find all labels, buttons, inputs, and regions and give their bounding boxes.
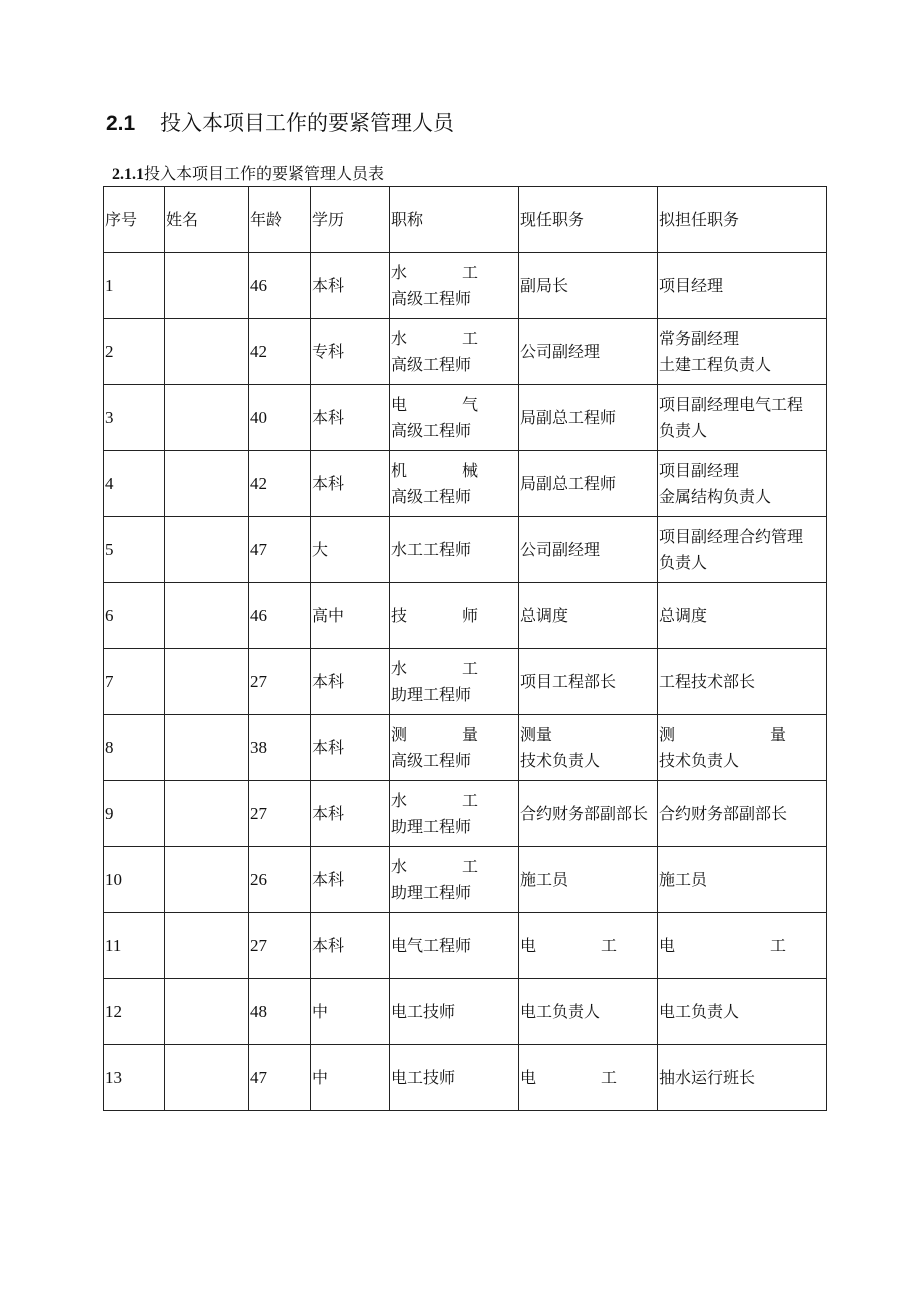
cell-line: 水工工程师 [391, 539, 472, 559]
table-caption [112, 162, 384, 186]
spaced-term [391, 392, 518, 418]
cell-current [519, 451, 658, 517]
cell-edu: 本科 [311, 649, 390, 715]
cell-title [390, 781, 519, 847]
cell-age: 46 [249, 583, 311, 649]
cell-line: 金属结构负责人 [659, 486, 772, 506]
cell-no: 1 [104, 253, 165, 319]
cell-line: 土建工程负责人 [659, 354, 772, 374]
spaced-term [520, 1065, 657, 1091]
cell-age: 42 [249, 319, 311, 385]
cell-line: 电工负责人 [659, 1001, 740, 1021]
cell-name [165, 847, 249, 913]
cell-edu: 大 [311, 517, 390, 583]
cell-title [390, 1045, 519, 1111]
table-row [104, 979, 827, 1045]
cell-title [390, 583, 519, 649]
cell-line: 项目副经理电气工程 [659, 394, 804, 414]
cell-name [165, 385, 249, 451]
table-row [104, 319, 827, 385]
cell-title [390, 319, 519, 385]
header-cell: 学历 [311, 187, 390, 253]
cell-title [390, 649, 519, 715]
cell-current [519, 913, 658, 979]
term-char: 工 [461, 856, 478, 876]
table-row [104, 715, 827, 781]
cell-edu: 本科 [311, 253, 390, 319]
term-char: 工 [600, 1067, 617, 1087]
cell-line: 电工技师 [391, 1001, 456, 1021]
spaced-term [391, 854, 518, 880]
cell-title [390, 385, 519, 451]
cell-name [165, 319, 249, 385]
cell-title [390, 979, 519, 1045]
term-char: 量 [769, 724, 786, 744]
header-cell: 职称 [390, 187, 519, 253]
cell-no: 13 [104, 1045, 165, 1111]
cell-current [519, 385, 658, 451]
spaced-term [391, 326, 518, 352]
cell-proposed [658, 451, 827, 517]
term-char: 量 [461, 724, 478, 744]
cell-line: 助理工程师 [391, 882, 472, 902]
term-char: 水 [391, 328, 408, 348]
cell-no: 11 [104, 913, 165, 979]
term-char: 水 [391, 856, 408, 876]
cell-line: 助理工程师 [391, 816, 472, 836]
cell-name [165, 517, 249, 583]
cell-line: 施工员 [659, 869, 708, 889]
spaced-term [391, 722, 518, 748]
table-row [104, 913, 827, 979]
cell-line: 总调度 [659, 605, 708, 625]
table-row [104, 253, 827, 319]
cell-title [390, 253, 519, 319]
cell-no: 4 [104, 451, 165, 517]
cell-edu: 本科 [311, 451, 390, 517]
cell-line: 局副总工程师 [520, 407, 617, 427]
cell-name [165, 451, 249, 517]
spaced-term [391, 260, 518, 286]
cell-line: 工程技术部长 [659, 671, 756, 691]
cell-line: 助理工程师 [391, 684, 472, 704]
cell-line: 高级工程师 [391, 486, 472, 506]
cell-proposed [658, 847, 827, 913]
term-char: 工 [461, 658, 478, 678]
table-header-row [104, 187, 827, 253]
table-row [104, 649, 827, 715]
spaced-term [391, 788, 518, 814]
cell-name [165, 781, 249, 847]
term-char: 气 [461, 394, 478, 414]
header-cell: 序号 [104, 187, 165, 253]
cell-line: 项目副经理合约管理 [659, 526, 804, 546]
cell-line: 项目副经理 [659, 460, 740, 480]
cell-name [165, 1045, 249, 1111]
table-row [104, 517, 827, 583]
section-title: 投入本项目工作的要紧管理人员 [160, 111, 454, 135]
section-number: 2.1 [106, 112, 136, 135]
cell-current [519, 583, 658, 649]
term-char: 工 [461, 790, 478, 810]
term-char: 技 [391, 605, 408, 625]
cell-line: 公司副经理 [520, 341, 601, 361]
cell-current [519, 979, 658, 1045]
table-row [104, 1045, 827, 1111]
cell-line: 技术负责人 [520, 750, 601, 770]
spaced-term [391, 458, 518, 484]
cell-age: 27 [249, 913, 311, 979]
cell-edu: 专科 [311, 319, 390, 385]
table-row [104, 583, 827, 649]
cell-line: 测量 [520, 724, 553, 744]
cell-proposed [658, 385, 827, 451]
cell-no: 2 [104, 319, 165, 385]
term-char: 工 [769, 935, 786, 955]
cell-current [519, 715, 658, 781]
cell-name [165, 583, 249, 649]
cell-line: 负责人 [659, 420, 708, 440]
cell-no: 3 [104, 385, 165, 451]
table-caption-text: 投入本项目工作的要紧管理人员表 [144, 164, 385, 183]
cell-title [390, 451, 519, 517]
cell-proposed [658, 319, 827, 385]
cell-name [165, 715, 249, 781]
cell-line: 高级工程师 [391, 288, 472, 308]
cell-current [519, 1045, 658, 1111]
cell-line: 高级工程师 [391, 354, 472, 374]
cell-no: 6 [104, 583, 165, 649]
cell-current [519, 319, 658, 385]
header-cell: 现任职务 [519, 187, 658, 253]
cell-current [519, 847, 658, 913]
term-char: 水 [391, 262, 408, 282]
cell-edu: 本科 [311, 781, 390, 847]
cell-age: 26 [249, 847, 311, 913]
cell-age: 47 [249, 1045, 311, 1111]
cell-edu: 本科 [311, 715, 390, 781]
table-caption-number: 2.1.1 [112, 166, 144, 183]
cell-title [390, 913, 519, 979]
cell-edu: 中 [311, 1045, 390, 1111]
cell-age: 48 [249, 979, 311, 1045]
cell-line: 抽水运行班长 [659, 1067, 756, 1087]
cell-current [519, 649, 658, 715]
cell-current [519, 781, 658, 847]
cell-line: 合约财务部副部长 [659, 803, 788, 823]
cell-name [165, 253, 249, 319]
cell-age: 46 [249, 253, 311, 319]
cell-line: 副局长 [520, 275, 569, 295]
term-char: 电 [659, 935, 676, 955]
cell-age: 27 [249, 649, 311, 715]
table-row [104, 385, 827, 451]
cell-proposed [658, 649, 827, 715]
cell-line: 施工员 [520, 869, 569, 889]
cell-no: 12 [104, 979, 165, 1045]
cell-proposed [658, 781, 827, 847]
cell-title [390, 847, 519, 913]
cell-line: 局副总工程师 [520, 473, 617, 493]
cell-name [165, 913, 249, 979]
term-char: 水 [391, 658, 408, 678]
cell-no: 7 [104, 649, 165, 715]
cell-age: 40 [249, 385, 311, 451]
cell-proposed [658, 979, 827, 1045]
cell-age: 47 [249, 517, 311, 583]
term-char: 械 [461, 460, 478, 480]
cell-line: 负责人 [659, 552, 708, 572]
spaced-term [391, 603, 518, 629]
cell-line: 项目经理 [659, 275, 724, 295]
cell-age: 27 [249, 781, 311, 847]
cell-line: 高级工程师 [391, 420, 472, 440]
term-char: 机 [391, 460, 408, 480]
header-cell: 拟担任职务 [658, 187, 827, 253]
cell-line: 高级工程师 [391, 750, 472, 770]
term-char: 师 [461, 605, 478, 625]
spaced-term [520, 933, 657, 959]
cell-edu: 本科 [311, 385, 390, 451]
personnel-table [103, 186, 827, 1111]
table-row [104, 847, 827, 913]
term-char: 测 [391, 724, 408, 744]
cell-age: 38 [249, 715, 311, 781]
term-char: 电 [520, 1067, 537, 1087]
header-cell: 姓名 [165, 187, 249, 253]
cell-edu: 高中 [311, 583, 390, 649]
cell-line: 项目工程部长 [520, 671, 617, 691]
cell-line: 电气工程师 [391, 935, 472, 955]
cell-current [519, 517, 658, 583]
cell-edu: 本科 [311, 913, 390, 979]
term-char: 水 [391, 790, 408, 810]
cell-line: 公司副经理 [520, 539, 601, 559]
term-char: 电 [391, 394, 408, 414]
table-row [104, 451, 827, 517]
cell-proposed [658, 253, 827, 319]
cell-line: 技术负责人 [659, 750, 740, 770]
cell-age: 42 [249, 451, 311, 517]
cell-proposed [658, 1045, 827, 1111]
cell-no: 9 [104, 781, 165, 847]
term-char: 测 [659, 724, 676, 744]
table-row [104, 781, 827, 847]
cell-line: 合约财务部副部长 [520, 803, 649, 823]
term-char: 工 [600, 935, 617, 955]
cell-current [519, 253, 658, 319]
cell-line: 电工技师 [391, 1067, 456, 1087]
header-cell: 年龄 [249, 187, 311, 253]
term-char: 工 [461, 262, 478, 282]
spaced-term [391, 656, 518, 682]
cell-line: 电工负责人 [520, 1001, 601, 1021]
cell-title [390, 715, 519, 781]
cell-no: 10 [104, 847, 165, 913]
cell-name [165, 649, 249, 715]
cell-no: 5 [104, 517, 165, 583]
spaced-term [659, 933, 826, 959]
cell-edu: 本科 [311, 847, 390, 913]
spaced-term [659, 722, 826, 748]
cell-line: 总调度 [520, 605, 569, 625]
term-char: 工 [461, 328, 478, 348]
section-heading [106, 106, 454, 140]
cell-title [390, 517, 519, 583]
cell-proposed [658, 715, 827, 781]
term-char: 电 [520, 935, 537, 955]
cell-edu: 中 [311, 979, 390, 1045]
cell-line: 常务副经理 [659, 328, 740, 348]
cell-proposed [658, 583, 827, 649]
cell-no: 8 [104, 715, 165, 781]
cell-name [165, 979, 249, 1045]
cell-proposed [658, 517, 827, 583]
cell-proposed [658, 913, 827, 979]
